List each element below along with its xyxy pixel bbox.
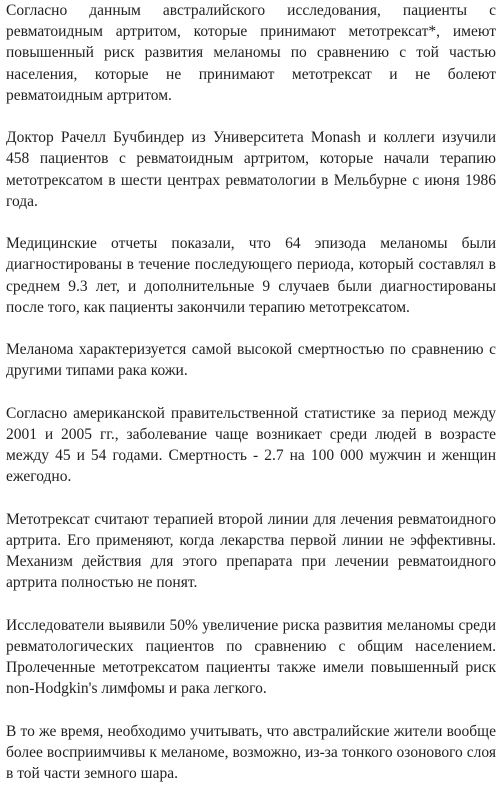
paragraph-3: Медицинские отчеты показали, что 64 эпизода меланомы были диагностированы в течение последующего периода, который составлял в среднем 9.3 лет, и дополнительные 9 случаев были диагностированы после того, как пациенты закончили терапию метотрексатом.	[6, 235, 496, 316]
paragraph-4: Меланома характеризуется самой высокой смертностью по сравнению с другими типами рака кожи.	[6, 341, 496, 380]
paragraph-6: Метотрексат считают терапией второй линии для лечения ревматоидного артрита. Его применяют, когда лекарства первой линии не эффективны. Механизм действия для этого препарата при лечении ревматоидного артрита полностью не понят.	[6, 510, 496, 592]
paragraph-7: Исследователи выявили 50% увеличение риска развития меланомы среди ревматологических пациентов по сравнению с общим населением. Пролеченные метотрексатом пациенты также имели повышенный риск non-Hodgkin's лимфомы и рака легкого.	[6, 616, 496, 698]
paragraph-5: Согласно американской правительственной статистике за период между 2001 и 2005 гг., заболевание чаще возникает среди людей в возрасте между 45 и 54 годами. Смертность - 2.7 на 100 000 мужчин и женщин ежегодно.	[6, 404, 496, 486]
paragraph-2: Доктор Рачелл Бучбиндер из Университета Monash и коллеги изучили 458 пациентов с ревматоидным артритом, которые начали терапию метотрексатом в шести центрах ревматологии в Мельбурне с июня 1986 года.	[6, 129, 496, 210]
paragraph-8: В то же время, необходимо учитывать, что австралийские жители вообще более восприимчивы к меланоме, возможно, из-за тонкого озонового слоя в той части земного шара.	[6, 722, 496, 783]
paragraph-1: Согласно данным австралийского исследования, пациенты с ревматоидным артритом, которые принимают метотрексат*, имеют повышенный риск развития меланомы по сравнению с той частью населения, которые не принимают метотрексат и не болеют ревматоидным артритом.	[6, 2, 496, 104]
